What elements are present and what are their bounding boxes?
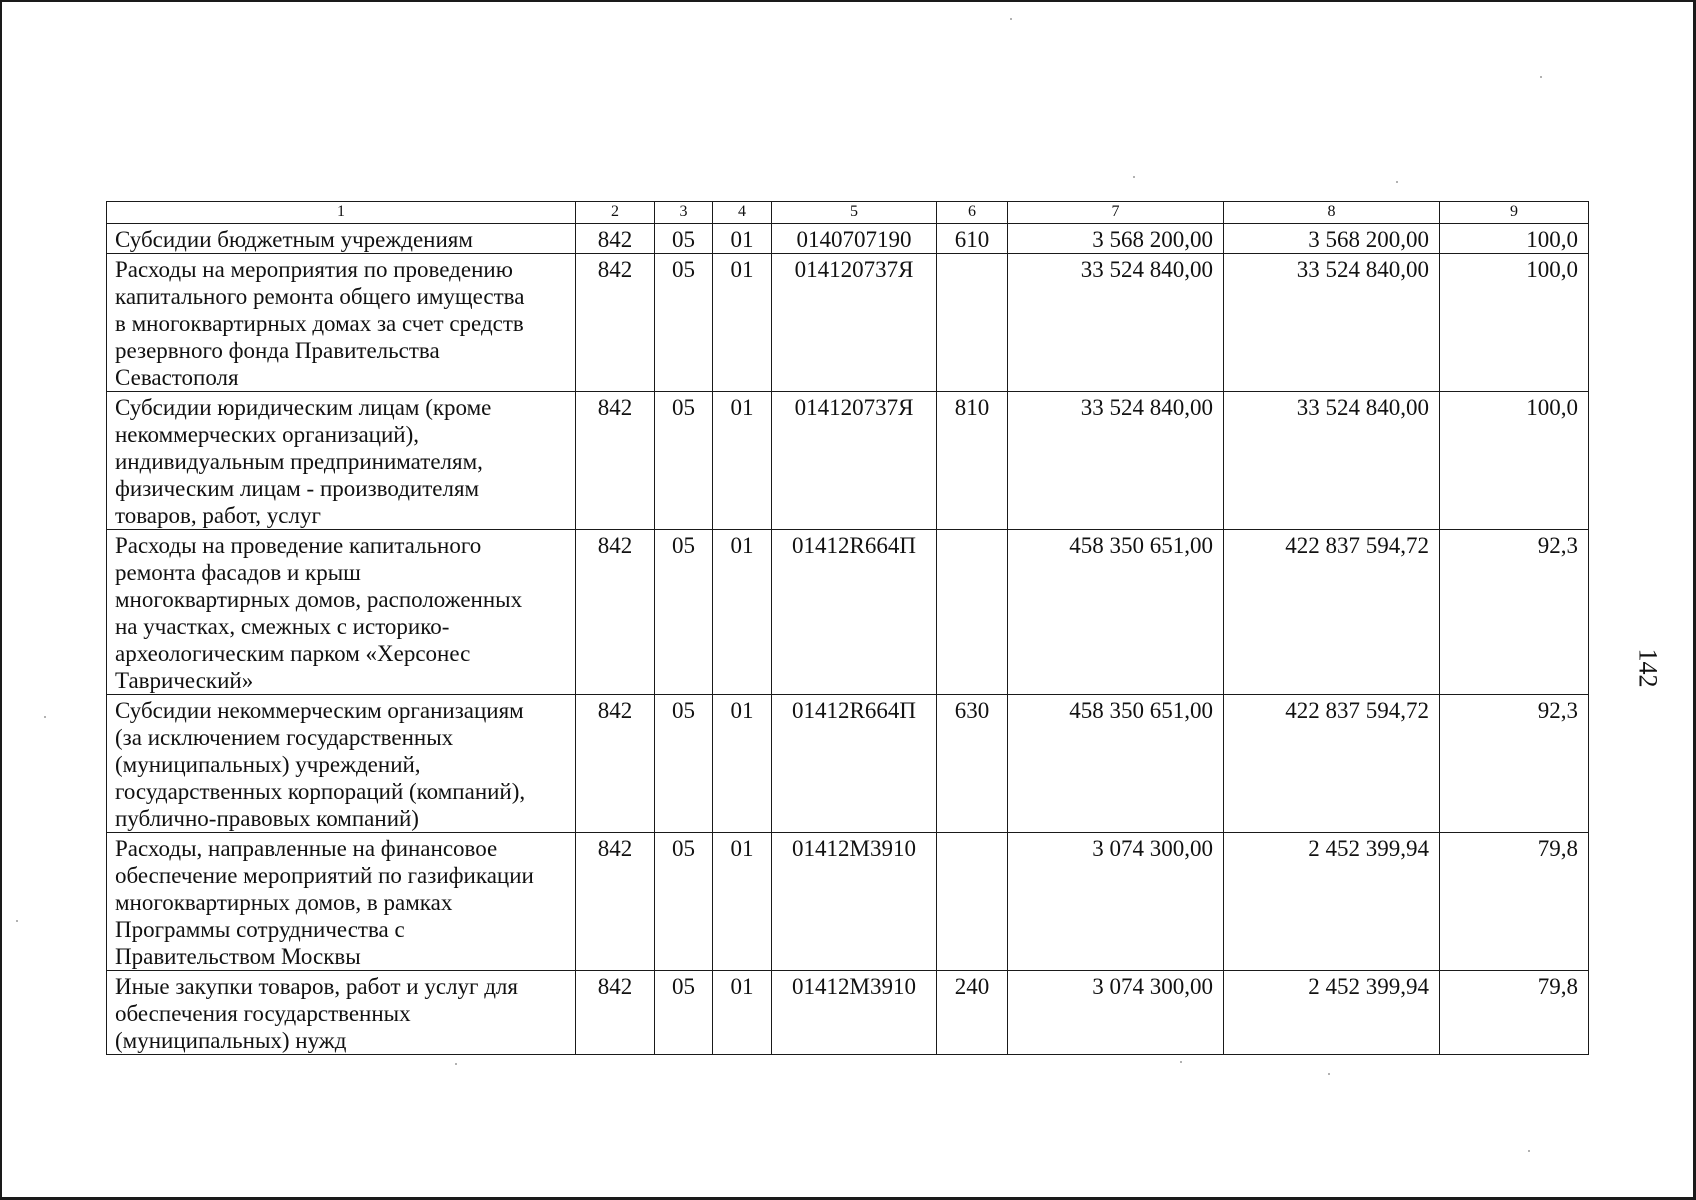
scan-speck <box>44 716 46 718</box>
header-cell-6: 6 <box>937 202 1008 224</box>
row-item-name-line: Севастополя <box>115 365 239 390</box>
target-article-cell: 014120737Я <box>772 392 937 530</box>
subsection-code-cell: 01 <box>713 971 772 1055</box>
planned-amount-cell: 458 350 651,00 <box>1008 530 1224 695</box>
row-item-name-line: некоммерческих организаций), <box>115 422 420 447</box>
execution-percent-cell: 92,3 <box>1440 695 1589 833</box>
header-cell-3: 3 <box>655 202 713 224</box>
department-code-cell: 842 <box>576 224 655 254</box>
target-article-cell: 014120737Я <box>772 254 937 392</box>
row-item-name-line: Субсидии некоммерческим организациям <box>115 698 524 723</box>
row-item-name-line: многоквартирных домов, в рамках <box>115 890 453 915</box>
header-cell-8: 8 <box>1224 202 1440 224</box>
table-body <box>107 202 1589 1055</box>
section-code-cell: 05 <box>655 695 713 833</box>
row-item-name-line: капитального ремонта общего имущества <box>115 284 525 309</box>
section-code-cell: 05 <box>655 971 713 1055</box>
row-item-name-line: Расходы на проведение капитального <box>115 533 482 558</box>
planned-amount-cell: 33 524 840,00 <box>1008 254 1224 392</box>
execution-percent-cell: 100,0 <box>1440 392 1589 530</box>
executed-amount-cell: 33 524 840,00 <box>1224 392 1440 530</box>
row-item-name-line: (муниципальных) учреждений, <box>115 752 421 777</box>
row-item-name <box>107 530 576 695</box>
section-code-cell: 05 <box>655 530 713 695</box>
department-code-cell: 842 <box>576 254 655 392</box>
executed-amount-cell: 33 524 840,00 <box>1224 254 1440 392</box>
scan-speck <box>1133 176 1135 178</box>
expense-type-cell <box>937 833 1008 971</box>
planned-amount-cell: 458 350 651,00 <box>1008 695 1224 833</box>
subsection-code-cell: 01 <box>713 833 772 971</box>
subsection-code-cell: 01 <box>713 224 772 254</box>
target-article-cell: 01412М3910 <box>772 971 937 1055</box>
row-item-name <box>107 833 576 971</box>
scan-speck <box>1180 1061 1182 1063</box>
header-cell-2: 2 <box>576 202 655 224</box>
row-item-name-line: Программы сотрудничества с <box>115 917 405 942</box>
row-item-name-line: (муниципальных) нужд <box>115 1028 347 1053</box>
row-item-name <box>107 971 576 1055</box>
department-code-cell: 842 <box>576 392 655 530</box>
row-item-name-line: ремонта фасадов и крыш <box>115 560 361 585</box>
row-item-name-line: товаров, работ, услуг <box>115 503 321 528</box>
row-item-name-line: публично-правовых компаний) <box>115 806 419 831</box>
row-item-name <box>107 254 576 392</box>
table-row <box>107 392 1589 530</box>
row-item-name-line: обеспечение мероприятий по газификации <box>115 863 534 888</box>
expense-type-cell: 630 <box>937 695 1008 833</box>
executed-amount-cell: 422 837 594,72 <box>1224 695 1440 833</box>
table-row <box>107 530 1589 695</box>
table-row <box>107 833 1589 971</box>
row-item-name <box>107 224 576 254</box>
row-item-name-line: Расходы на мероприятия по проведению <box>115 257 513 282</box>
row-item-name-line: физическим лицам - производителям <box>115 476 480 501</box>
budget-table <box>106 201 1589 1055</box>
subsection-code-cell: 01 <box>713 695 772 833</box>
execution-percent-cell: 100,0 <box>1440 224 1589 254</box>
row-item-name-line: Правительством Москвы <box>115 944 361 969</box>
execution-percent-cell: 100,0 <box>1440 254 1589 392</box>
row-item-name-line: Иные закупки товаров, работ и услуг для <box>115 974 518 999</box>
row-item-name-line: на участках, смежных с историко- <box>115 614 450 639</box>
row-item-name-line: государственных корпораций (компаний), <box>115 779 526 804</box>
department-code-cell: 842 <box>576 695 655 833</box>
table-row <box>107 695 1589 833</box>
table-row <box>107 971 1589 1055</box>
subsection-code-cell: 01 <box>713 254 772 392</box>
department-code-cell: 842 <box>576 971 655 1055</box>
header-cell-5: 5 <box>772 202 937 224</box>
expense-type-cell <box>937 254 1008 392</box>
expense-type-cell: 240 <box>937 971 1008 1055</box>
table-row <box>107 254 1589 392</box>
execution-percent-cell: 79,8 <box>1440 833 1589 971</box>
subsection-code-cell: 01 <box>713 530 772 695</box>
scan-speck <box>1010 18 1012 20</box>
target-article-cell: 01412М3910 <box>772 833 937 971</box>
table-header-row <box>107 202 1589 224</box>
execution-percent-cell: 79,8 <box>1440 971 1589 1055</box>
row-item-name-line: многоквартирных домов, расположенных <box>115 587 523 612</box>
section-code-cell: 05 <box>655 224 713 254</box>
row-item-name-line: археологическим парком «Херсонес <box>115 641 471 666</box>
executed-amount-cell: 2 452 399,94 <box>1224 971 1440 1055</box>
scan-speck <box>1540 76 1542 78</box>
row-item-name-line: Субсидии бюджетным учреждениям <box>115 227 473 252</box>
planned-amount-cell: 3 074 300,00 <box>1008 971 1224 1055</box>
target-article-cell: 0140707190 <box>772 224 937 254</box>
expense-type-cell: 810 <box>937 392 1008 530</box>
row-item-name-line: индивидуальным предпринимателям, <box>115 449 483 474</box>
row-item-name-line: в многоквартирных домах за счет средств <box>115 311 524 336</box>
section-code-cell: 05 <box>655 254 713 392</box>
row-item-name-line: обеспечения государственных <box>115 1001 411 1026</box>
expense-type-cell <box>937 530 1008 695</box>
row-item-name-line: резервного фонда Правительства <box>115 338 440 363</box>
target-article-cell: 01412R664П <box>772 695 937 833</box>
row-item-name-line: Субсидии юридическим лицам (кроме <box>115 395 492 420</box>
header-cell-1: 1 <box>107 202 576 224</box>
target-article-cell: 01412R664П <box>772 530 937 695</box>
row-item-name-line: Таврический» <box>115 668 254 693</box>
scan-speck <box>1328 1073 1330 1075</box>
table-row <box>107 224 1589 254</box>
planned-amount-cell: 3 568 200,00 <box>1008 224 1224 254</box>
execution-percent-cell: 92,3 <box>1440 530 1589 695</box>
executed-amount-cell: 3 568 200,00 <box>1224 224 1440 254</box>
section-code-cell: 05 <box>655 392 713 530</box>
executed-amount-cell: 422 837 594,72 <box>1224 530 1440 695</box>
row-item-name-line: Расходы, направленные на финансовое <box>115 836 498 861</box>
row-item-name <box>107 695 576 833</box>
header-cell-4: 4 <box>713 202 772 224</box>
planned-amount-cell: 33 524 840,00 <box>1008 392 1224 530</box>
scan-speck <box>455 1063 457 1065</box>
row-item-name <box>107 392 576 530</box>
page-number: 142 <box>1633 648 1663 688</box>
expense-type-cell: 610 <box>937 224 1008 254</box>
scan-speck <box>1528 1150 1530 1152</box>
scan-speck <box>1396 181 1398 183</box>
subsection-code-cell: 01 <box>713 392 772 530</box>
department-code-cell: 842 <box>576 833 655 971</box>
header-cell-9: 9 <box>1440 202 1589 224</box>
row-item-name-line: (за исключением государственных <box>115 725 454 750</box>
department-code-cell: 842 <box>576 530 655 695</box>
scan-speck <box>16 920 18 922</box>
executed-amount-cell: 2 452 399,94 <box>1224 833 1440 971</box>
header-cell-7: 7 <box>1008 202 1224 224</box>
section-code-cell: 05 <box>655 833 713 971</box>
planned-amount-cell: 3 074 300,00 <box>1008 833 1224 971</box>
